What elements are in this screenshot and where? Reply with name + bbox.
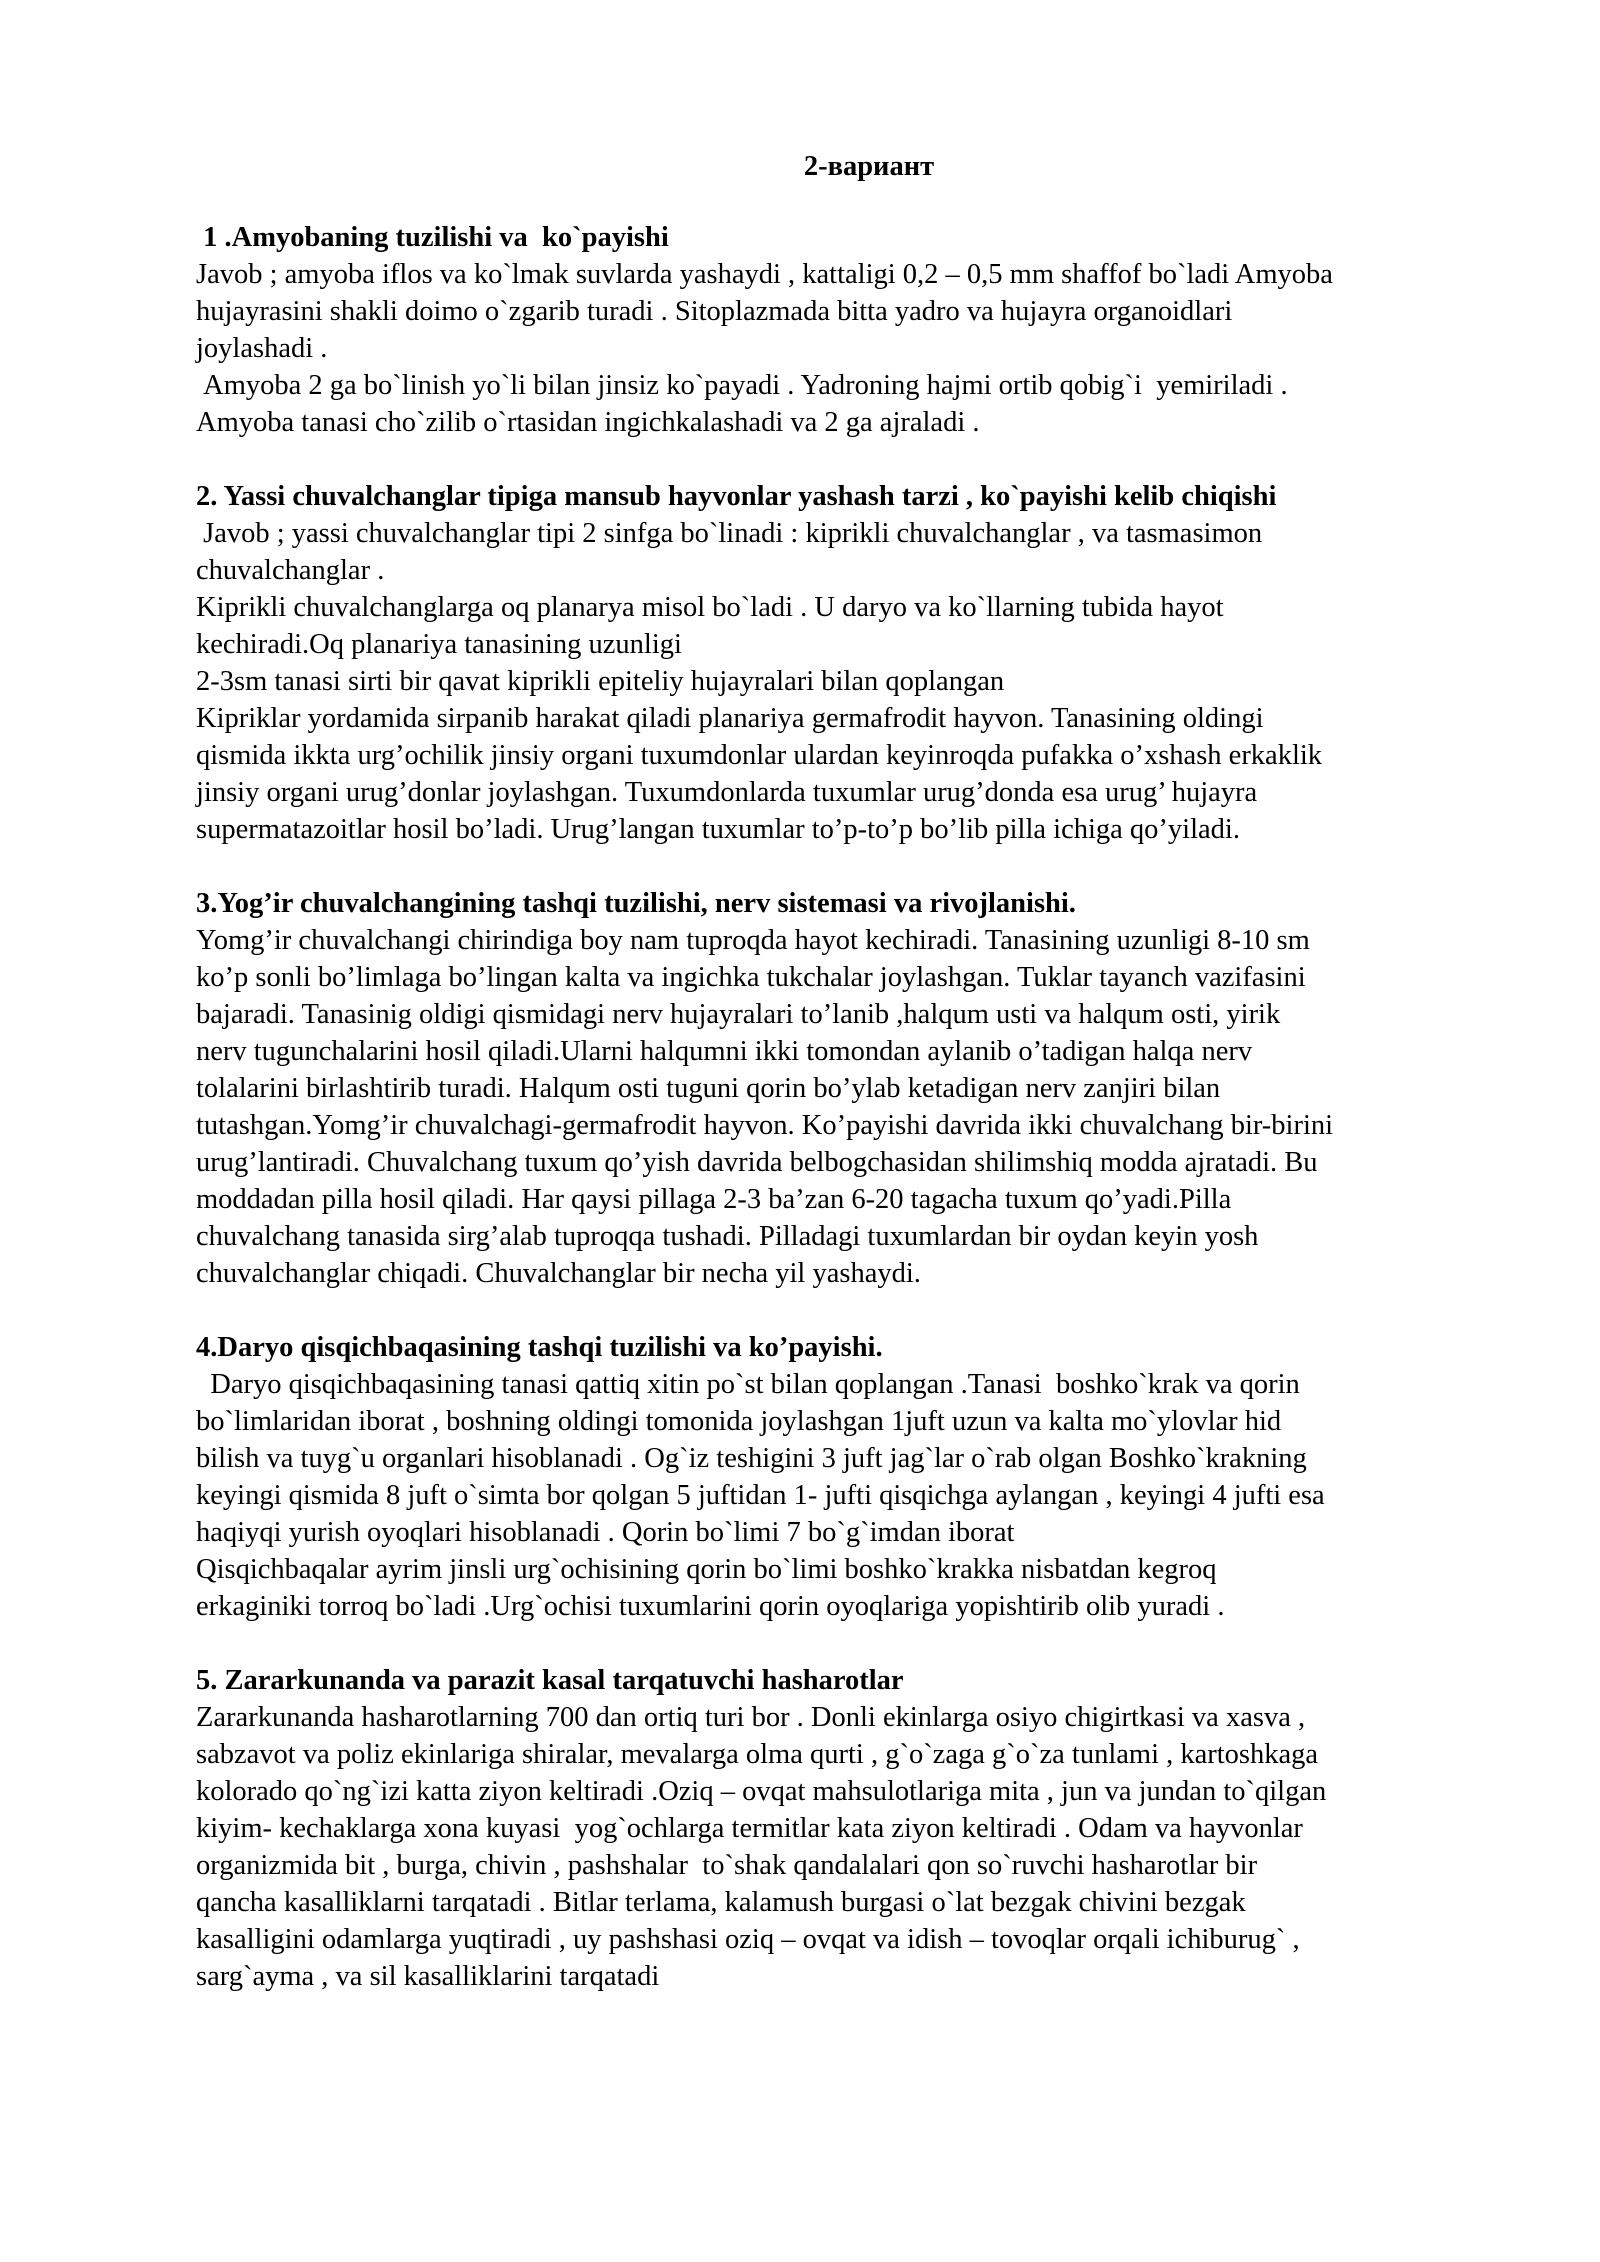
- paragraph-line: erkaginiki torroq bo`ladi .Urg`ochisi tuxumlarini qorin oyoqlariga yopishtirib olib yuradi .: [196, 1591, 1225, 1622]
- paragraph-line: chuvalchanglar chiqadi. Chuvalchanglar bir necha yil yashaydi.: [196, 1258, 921, 1289]
- paragraph-line: kolorado qo`ng`izi katta ziyon keltiradi .Oziq – ovqat mahsulotlariga mita , jun va jundan to`qilgan: [196, 1776, 1327, 1807]
- paragraph-line: Daryo qisqichbaqasining tanasi qattiq xitin po`st bilan qoplangan .Tanasi boshko`krak va qorin: [196, 1369, 1300, 1400]
- paragraph-line: tolalarini birlashtirib turadi. Halqum osti tuguni qorin bo’ylab ketadigan nerv zanjiri bilan: [196, 1073, 1221, 1104]
- paragraph-line: hujayrasini shakli doimo o`zgarib turadi . Sitoplazmada bitta yadro va hujayra organoidlari: [196, 296, 1233, 327]
- paragraph-line: nerv tugunchalarini hosil qiladi.Ularni halqumni ikki tomondan aylanib o’tadigan halqa nerv: [196, 1036, 1253, 1067]
- paragraph-line: supermatazoitlar hosil bo’ladi. Urug’langan tuxumlar to’p-to’p bo’lib pilla ichiga qo’yiladi.: [196, 814, 1240, 845]
- paragraph-line: moddadan pilla hosil qiladi. Har qaysi pillaga 2-3 ba’zan 6-20 tagacha tuxum qo’yadi.Pilla: [196, 1184, 1232, 1215]
- section-5: [196, 1662, 1506, 1995]
- section-2: [196, 478, 1506, 848]
- section-3: [196, 885, 1506, 1292]
- paragraph-line: Kiprikli chuvalchanglarga oq planarya misol bo`ladi . U daryo va ko`llarning tubida hayot: [196, 592, 1224, 623]
- section-heading: 5. Zararkunanda va parazit kasal tarqatuvchi hasharotlar: [196, 1665, 904, 1696]
- paragraph-line: kiyim- kechaklarga xona kuyasi yog`ochlarga termitlar kata ziyon keltiradi . Odam va hayvonlar: [196, 1813, 1303, 1844]
- page-title: 2-вариант: [803, 151, 935, 182]
- paragraph-line: Amyoba tanasi cho`zilib o`rtasidan ingichkalashadi va 2 ga ajraladi .: [196, 407, 980, 438]
- document-page: [196, 148, 1506, 2032]
- paragraph-line: kasalligini odamlarga yuqtiradi , uy pashshasi oziq – ovqat va idish – tovoqlar orqali ichiburug` ,: [196, 1924, 1300, 1955]
- paragraph-line: Qisqichbaqalar ayrim jinsli urg`ochisining qorin bo`limi boshko`krakka nisbatdan kegroq: [196, 1554, 1217, 1585]
- paragraph-line: ko’p sonli bo’limlaga bo’lingan kalta va ingichka tukchalar joylashgan. Tuklar tayanch vazifasini: [196, 962, 1306, 993]
- paragraph-line: keyingi qismida 8 juft o`simta bor qolgan 5 juftidan 1- jufti qisqichga aylangan , keyingi 4 jufti esa: [196, 1480, 1325, 1511]
- paragraph-line: urug’lantiradi. Chuvalchang tuxum qo’yish davrida belbogchasidan shilimshiq modda ajratadi. Bu: [196, 1147, 1318, 1178]
- paragraph-line: Yomg’ir chuvalchangi chirindiga boy nam tuproqda hayot kechiradi. Tanasining uzunligi 8-10 sm: [196, 925, 1310, 956]
- section-heading: 2. Yassi chuvalchanglar tipiga mansub hayvonlar yashash tarzi , ko`payishi kelib chiqishi: [196, 481, 1277, 512]
- paragraph-line: Zararkunanda hasharotlarning 700 dan ortiq turi bor . Donli ekinlarga osiyo chigirtkasi va xasva ,: [196, 1702, 1306, 1733]
- paragraph-line: Kipriklar yordamida sirpanib harakat qiladi planariya germafrodit hayvon. Tanasining oldingi: [196, 703, 1264, 734]
- paragraph-line: sabzavot va poliz ekinlariga shiralar, mevalarga olma qurti , g`o`zaga g`o`za tunlami , kartoshkaga: [196, 1739, 1319, 1770]
- paragraph-line: kechiradi.Oq planariya tanasining uzunligi: [196, 629, 682, 660]
- section-1: [196, 219, 1506, 441]
- paragraph-line: haqiyqi yurish oyoqlari hisoblanadi . Qorin bo`limi 7 bo`g`imdan iborat: [196, 1517, 1015, 1548]
- paragraph-line: joylashadi .: [196, 333, 328, 364]
- paragraph-line: chuvalchanglar .: [196, 555, 385, 586]
- paragraph-line: Javob ; yassi chuvalchanglar tipi 2 sinfga bo`linadi : kiprikli chuvalchanglar , va tasmasimon: [196, 518, 1263, 549]
- paragraph-line: qismida ikkta urg’ochilik jinsiy organi tuxumdonlar ulardan keyinroqda pufakka o’xshash erkaklik: [196, 740, 1323, 771]
- paragraph-line: bilish va tuyg`u organlari hisoblanadi . Og`iz teshigini 3 juft jag`lar o`rab olgan Boshko`krakning: [196, 1443, 1307, 1474]
- paragraph-line: tutashgan.Yomg’ir chuvalchagi-germafrodit hayvon. Ko’payishi davrida ikki chuvalchang bir-birini: [196, 1110, 1334, 1141]
- paragraph-line: jinsiy organi urug’donlar joylashgan. Tuxumdonlarda tuxumlar urug’donda esa urug’ hujayra: [196, 777, 1258, 808]
- paragraph-line: Amyoba 2 ga bo`linish yo`li bilan jinsiz ko`payadi . Yadroning hajmi ortib qobig`i yemiriladi .: [196, 370, 1288, 401]
- section-heading: 3.Yog’ir chuvalchangining tashqi tuzilishi, nerv sistemasi va rivojlanishi.: [196, 888, 1076, 919]
- paragraph-line: bo`limlaridan iborat , boshning oldingi tomonida joylashgan 1juft uzun va kalta mo`ylovlar hid: [196, 1406, 1282, 1437]
- paragraph-line: sarg`ayma , va sil kasalliklarini tarqatadi: [196, 1961, 660, 1992]
- paragraph-line: Javob ; amyoba iflos va ko`lmak suvlarda yashaydi , kattaligi 0,2 – 0,5 mm shaffof bo`ladi Amyoba: [196, 259, 1333, 290]
- section-heading: 4.Daryo qisqichbaqasining tashqi tuzilishi va ko’payishi.: [196, 1332, 883, 1363]
- paragraph-line: 2-3sm tanasi sirti bir qavat kiprikli epiteliy hujayralari bilan qoplangan: [196, 666, 1005, 697]
- paragraph-line: qancha kasalliklarni tarqatadi . Bitlar terlama, kalamush burgasi o`lat bezgak chivini bezgak: [196, 1887, 1246, 1918]
- paragraph-line: chuvalchang tanasida sirg’alab tuproqqa tushadi. Pilladagi tuxumlardan bir oydan keyin yosh: [196, 1221, 1259, 1252]
- paragraph-line: organizmida bit , burga, chivin , pashshalar to`shak qandalalari qon so`ruvchi hasharotlar bir: [196, 1850, 1258, 1881]
- paragraph-line: bajaradi. Tanasinig oldigi qismidagi nerv hujayralari to’lanib ,halqum usti va halqum osti, yirik: [196, 999, 1281, 1030]
- section-heading: 1 .Amyobaning tuzilishi va ko`payishi: [196, 222, 669, 253]
- section-4: [196, 1329, 1506, 1625]
